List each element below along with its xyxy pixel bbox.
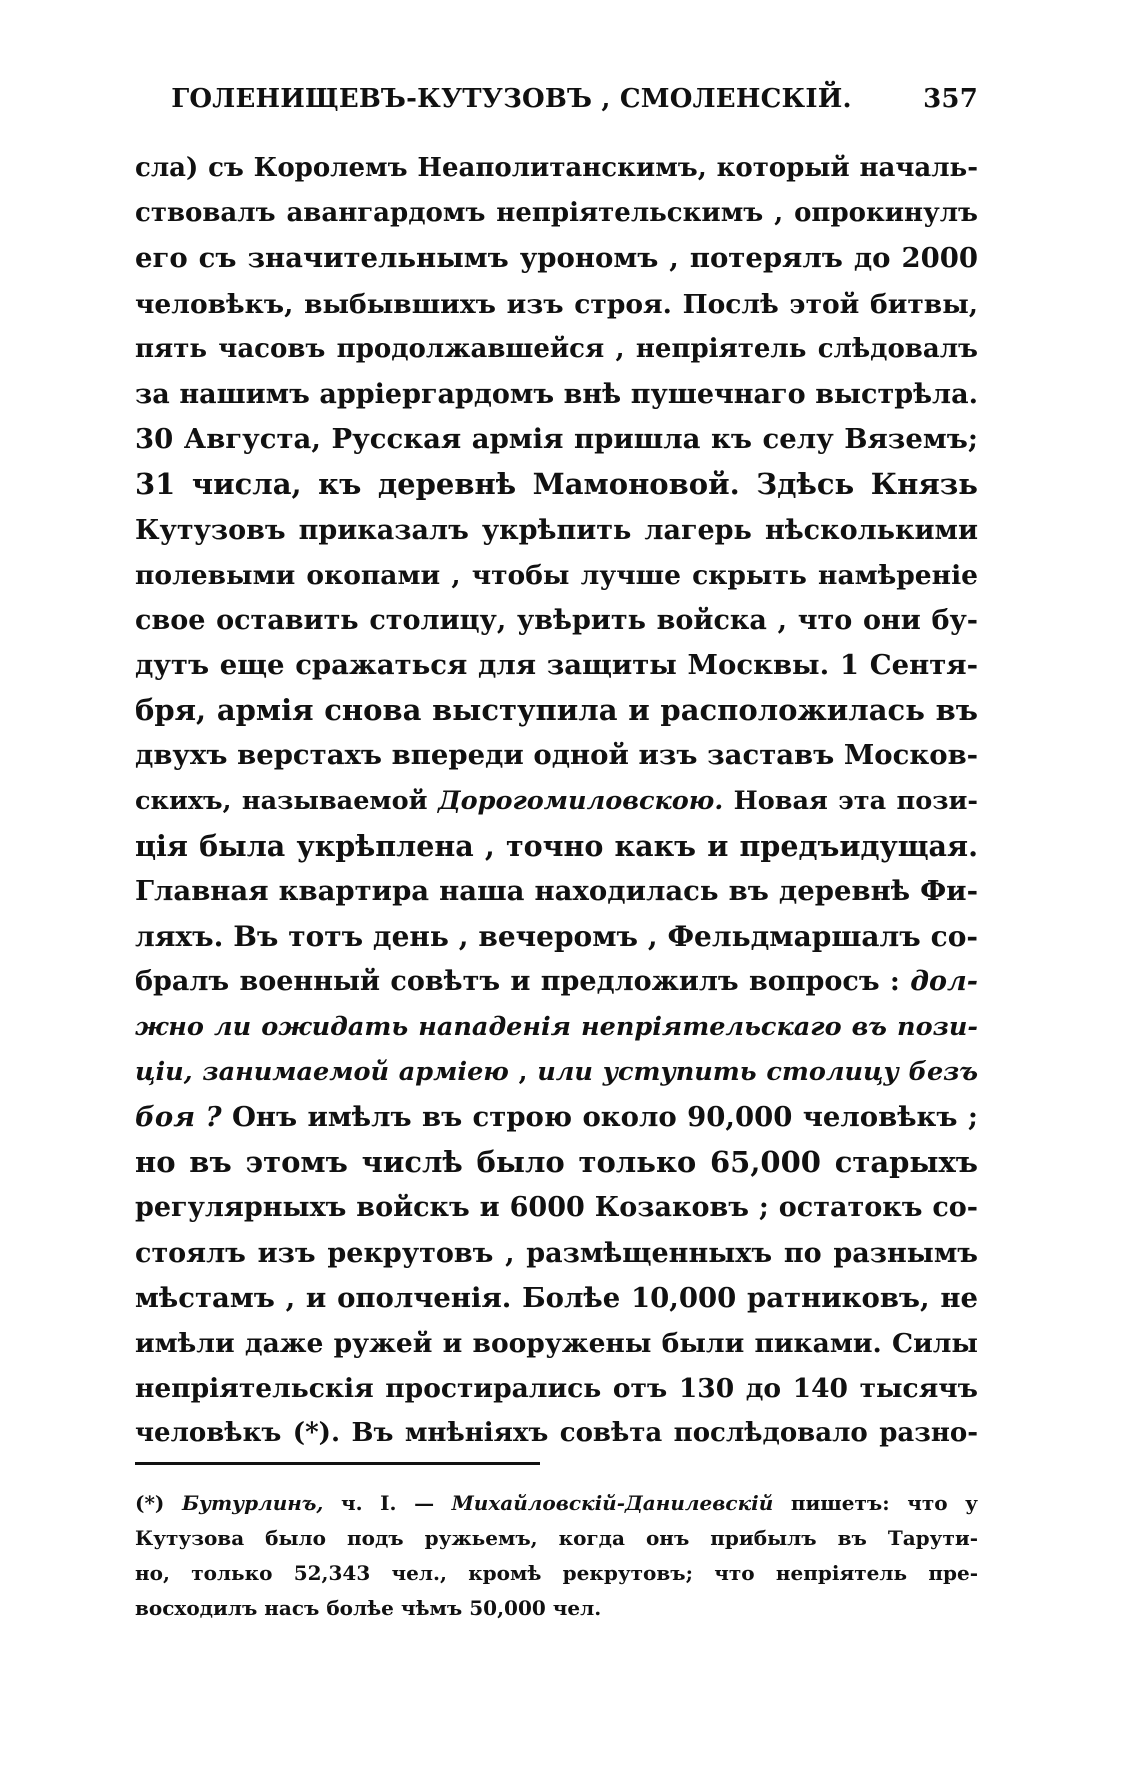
text-line: двухъ верстахъ впереди одной изъ заставъ Москов- (135, 739, 979, 772)
text-line: регулярныхъ войскъ и 6000 Козаковъ ; остатокъ со- (135, 1192, 978, 1224)
text-line: имѣли даже ружей и вооружены были пиками. Силы (135, 1327, 978, 1359)
text-line: мѣстамъ , и ополченія. Болѣе 10,000 ратниковъ, не (135, 1281, 978, 1314)
footnote (135, 1486, 978, 1626)
text-line (135, 779, 978, 824)
running-title: ГОЛЕНИЩЕВЪ-КУТУЗОВЪ , СМОЛЕНСКІЙ. (171, 84, 852, 114)
text-segment: Новая эта пози- (723, 785, 979, 816)
text-line: Кутузовъ приказалъ укрѣпить лагерь нѣсколькими (135, 514, 978, 546)
text-line: ляхъ. Въ тотъ день , вечеромъ , Фельдмаршалъ со- (135, 920, 978, 954)
text-line: человѣкъ (*). Въ мнѣніяхъ совѣта послѣдовало разно- (135, 1418, 978, 1449)
text-line: Главная квартира наша находилась въ деревнѣ Фи- (135, 875, 978, 907)
text-line: человѣкъ, выбывшихъ изъ строя. Послѣ этой битвы, (135, 288, 978, 320)
italic-place-name: Дорогомиловскою. (437, 785, 724, 816)
footnote-rule (135, 1462, 540, 1465)
footnote-line (135, 1486, 978, 1521)
text-line (135, 959, 978, 1004)
text-segment: скихъ, называемой (135, 785, 438, 816)
text-line: бря, армія снова выступила и расположилась въ (135, 693, 978, 728)
footnote-source: Бутурлинъ, (181, 1491, 324, 1515)
text-segment: ч. I. — (323, 1491, 452, 1515)
text-line-italic: жно ли ожидать нападенія непріятельскаго въ пози- (135, 1011, 978, 1042)
italic-question: или уступить столицу безъ (537, 1056, 978, 1087)
footnote-source: Михайловскій-Данилевскій (451, 1491, 774, 1515)
footnote-line: но, только 52,343 чел., кромѣ рекрутовъ; что непріятель пре- (135, 1561, 978, 1585)
text-segment: бралъ военный совѣтъ и предложилъ вопросъ : (135, 966, 911, 998)
text-line: полевыми окопами , чтобы лучше скрыть намѣреніе (135, 559, 978, 591)
text-line: но въ этомъ числѣ было только 65,000 старыхъ (135, 1145, 978, 1180)
page-number: 357 (923, 84, 978, 114)
italic-question: ціи, занимаемой арміею (135, 1056, 509, 1087)
footnote-line: восходилъ насъ болѣе чѣмъ 50,000 чел. (135, 1596, 602, 1620)
text-line: пять часовъ продолжавшейся , непріятель слѣдовалъ (135, 333, 978, 364)
text-line: дутъ еще сражаться для защиты Москвы. 1 Сентя- (135, 649, 978, 682)
text-line: его съ значительнымъ урономъ , потерялъ до 2000 (135, 242, 978, 275)
text-line: свое оставить столицу, увѣрить войска , что они бу- (135, 604, 978, 636)
text-line (135, 1095, 978, 1140)
text-segment: Онъ имѣлъ въ строю около 90,000 человѣкъ ; (221, 1100, 978, 1133)
text-line: стоялъ изъ рекрутовъ , размѣщенныхъ по разнымъ (135, 1237, 978, 1269)
text-line: 31 числа, къ деревнѣ Мамоновой. Здѣсь Князь (135, 467, 978, 502)
text-segment: , (508, 1056, 538, 1087)
running-head (135, 84, 978, 128)
text-line: 30 Августа, Русская армія пришла къ селу Вяземъ; (135, 423, 978, 456)
italic-question: боя ? (135, 1100, 222, 1133)
text-line: непріятельскія простирались отъ 130 до 140 тысячъ (135, 1373, 978, 1405)
footnote-line: Кутузова было подъ ружьемъ, когда онъ прибылъ въ Тарути- (135, 1526, 978, 1550)
body-text (135, 146, 978, 1456)
text-line: ствовалъ авангардомъ непріятельскимъ , опрокинулъ (135, 198, 978, 229)
italic-question: дол- (910, 966, 978, 998)
text-line: сла) съ Королемъ Неаполитанскимъ, который началь- (135, 153, 978, 183)
text-line (135, 1050, 978, 1095)
footnote-marker: (*) (135, 1491, 182, 1515)
text-line: ція была укрѣплена , точно какъ и предъидущая. (135, 828, 978, 863)
text-segment: пишетъ: что у (773, 1491, 978, 1515)
text-line: за нашимъ арріергардомъ внѣ пушечнаго выстрѣла. (135, 378, 978, 410)
